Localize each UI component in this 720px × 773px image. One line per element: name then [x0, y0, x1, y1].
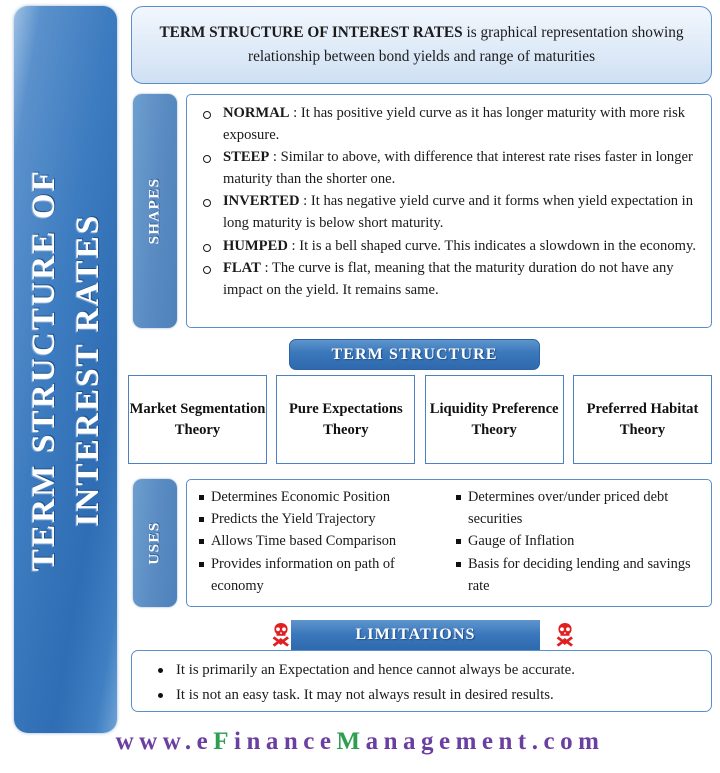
shape-description: : Similar to above, with difference that interest rate rises faster in longer maturity than the shorter one. [223, 149, 693, 187]
list-item [197, 103, 699, 146]
skull-and-crossbones-icon [553, 622, 577, 648]
list-item: Predicts the Yield Trajectory [195, 508, 446, 530]
limitations-banner: LIMITATIONS [291, 620, 540, 650]
uses-list-right [452, 486, 703, 602]
vertical-title-bar [14, 6, 117, 733]
shape-term: INVERTED [223, 193, 300, 210]
vertical-title-line-2: INTEREST RATES [69, 213, 106, 526]
limitations-list [148, 658, 701, 708]
limitations-panel [131, 650, 712, 712]
header-bold-term: TERM STRUCTURE OF INTEREST RATES [159, 24, 463, 41]
section-tab-shapes [133, 94, 177, 328]
theory-box-liquidity-preference: Liquidity Preference Theory [425, 375, 564, 464]
header-definition-text [150, 21, 693, 69]
shape-description: : It has positive yield curve as it has longer maturity with more risk exposure. [223, 105, 686, 143]
list-item: Allows Time based Comparison [195, 530, 446, 552]
shapes-list [197, 103, 699, 301]
shape-term: STEEP [223, 149, 270, 166]
header-definition-box [131, 6, 712, 84]
skull-and-crossbones-icon [269, 622, 293, 648]
list-item: Provides information on path of economy [195, 553, 446, 597]
shape-term: FLAT [223, 260, 261, 277]
footer-url-accent-f: F [213, 728, 235, 755]
footer-url-part-1: www.e [115, 728, 214, 755]
uses-panel [186, 479, 712, 607]
shape-description: : It is a bell shaped curve. This indicates a slowdown in the economy. [287, 237, 696, 254]
list-item: It is primarily an Expectation and hence cannot always be accurate. [148, 658, 701, 683]
list-item [197, 191, 699, 234]
list-item: Determines Economic Position [195, 486, 446, 508]
theory-box-preferred-habitat: Preferred Habitat Theory [573, 375, 712, 464]
list-item: Determines over/under priced debt securities [452, 486, 703, 530]
list-item: It is not an easy task. It may not always result in desired results. [148, 683, 701, 708]
footer-url-part-2: inance [234, 728, 337, 755]
term-structure-banner: TERM STRUCTURE [289, 339, 540, 370]
list-item [197, 236, 699, 258]
vertical-title-line-1: TERM STRUCTURE OF [25, 168, 62, 571]
section-tab-uses-label: USES [146, 521, 163, 565]
shape-term: NORMAL [223, 105, 290, 121]
list-item [197, 147, 699, 190]
section-tab-uses [133, 479, 177, 607]
footer-website-url [0, 728, 720, 756]
shape-description: : It has negative yield curve and it forms when yield expectation in long maturity is below short maturity. [223, 193, 694, 231]
vertical-title-text [22, 6, 110, 733]
footer-url-part-3: anagement.com [365, 728, 605, 755]
theory-box-pure-expectations: Pure Expectations Theory [276, 375, 415, 464]
list-item: Gauge of Inflation [452, 530, 703, 552]
section-tab-shapes-label: SHAPES [146, 177, 163, 245]
footer-url-accent-m: M [336, 728, 366, 755]
list-item [197, 258, 699, 301]
shapes-panel [186, 94, 712, 328]
header-rest-text: is graphical representation showing relationship between bond yields and range of maturities [247, 24, 684, 65]
uses-list-left [195, 486, 446, 602]
list-item: Basis for deciding lending and savings rate [452, 553, 703, 597]
shape-description: : The curve is flat, meaning that the maturity duration do not have any impact on the yield. It remains same. [223, 260, 674, 298]
theory-boxes-row [128, 375, 712, 464]
theory-box-market-segmentation: Market Segmentation Theory [128, 375, 267, 464]
shape-term: HUMPED [223, 237, 288, 254]
